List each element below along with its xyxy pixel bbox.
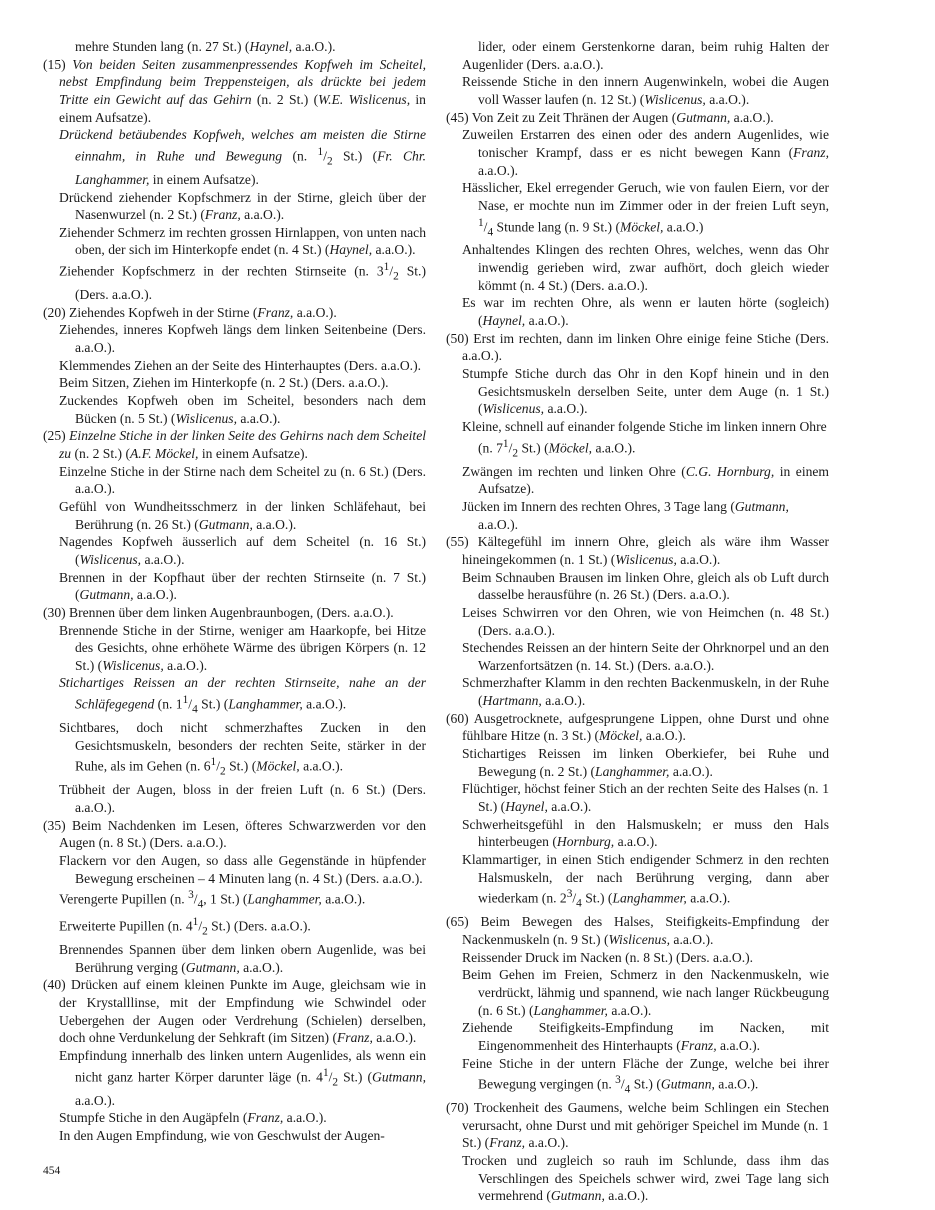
entry: Anhaltendes Klingen des rechten Ohres, welches, wenn das Ohr inwendig gerieben wird, zwar aufhört, doch gleich wieder kömmt (n. 4 St.) (Ders. a.a.O.). [462,242,829,293]
entry: Es war im rechten Ohre, als wenn er lauten hörte (sogleich) (Haynel, a.a.O.). [462,295,829,329]
entry: Schmerzhafter Klamm in den rechten Backenmuskeln, in der Ruhe (Hartmann, a.a.O.). [462,675,829,709]
entry: mehre Stunden lang (n. 27 St.) (Haynel, a.a.O.). [75,39,336,54]
entry: Sichtbares, doch nicht schmerzhaftes Zucken in den Gesichtsmuskeln, besonders der rechten Seite, stärker in der Ruhe, als im Gehen (n. $6^1/_2$ St.) (Möckel, a.a.O.). [59,720,426,778]
entry: Drückend betäubendes Kopfweh, welches am meisten die Stirne einnahm, in Ruhe und Bewegung (n. $^1/_2$ St.) (Fr. Chr. Langhammer, in einem Aufsatze). [59,127,426,187]
entry: Stechendes Reissen an der hintern Seite der Ohrknorpel und an den Warzenfortsätzen (n. 14. St.) (Ders. a.a.O.). [462,640,829,673]
entry: Trübheit der Augen, bloss in der freien Luft (n. 6 St.) (Ders. a.a.O.). [59,782,426,815]
entry: Stichartiges Reissen im linken Oberkiefer, bei Ruhe und Bewegung (n. 2 St.) (Langhammer, a.a.O.). [462,746,829,779]
entry: (15) Von beiden Seiten zusammenpressendes Kopfweh im Scheitel, nebst Empfindung beim Treppensteigen, als drückte bei jedem Tritte ein Gewicht auf das Gehirn (n. 2 St.) (W.E. Wislicenus, in einem Aufsatze). [43,56,427,125]
entry: (60) Ausgetrocknete, aufgesprungene Lippen, ohne Durst und ohne fühlbare Hitze (n. 3 St.) (Möckel, a.a.O.). [446,710,829,744]
entry: Nagendes Kopfweh äusserlich auf dem Scheitel (n. 16 St.) (Wislicenus, a.a.O.). [59,534,426,567]
entry: Ziehender Schmerz im rechten grossen Hirnlappen, von unten nach oben, der sich im Hinterkopfe endet (n. 4 St.) (Haynel, a.a.O.). [59,224,426,258]
entry: Klammartiger, in einen Stich endigender Schmerz in den rechten Halsmuskeln, der nach Berührung verging, dann aber wiederkam (n. $2^3/_4$ St.) (Langhammer, a.a.O.). [462,852,829,910]
entry: (55) Kältegefühl im innern Ohre, gleich als wäre ihm Wasser hineingekommen (n. 1 St.) (Wislicenus, a.a.O.). [446,534,829,567]
right-column [446,38,829,1205]
entry: (65) Beim Bewegen des Halses, Steifigkeits-Empfindung der Nackenmuskeln (n. 9 St.) (Wislicenus, a.a.O.). [446,914,829,947]
entry: Beim Sitzen, Ziehen im Hinterkopfe (n. 2 St.) (Ders. a.a.O.). [59,375,389,391]
entry: Beim Schnauben Brausen im linken Ohre, gleich als ob Luft durch dasselbe herausführe (n. 26 St.) (Ders. a.a.O.). [462,569,829,603]
entry: (20) Ziehendes Kopfweh in der Stirne (Franz, a.a.O.). [43,304,337,320]
entry: Klemmendes Ziehen an der Seite des Hinterhauptes (Ders. a.a.O.). [59,357,421,373]
entry: Zwängen im rechten und linken Ohre (C.G. Hornburg, in einem Aufsatze). [462,463,829,497]
entry: (35) Beim Nachdenken im Lesen, öfteres Schwarzwerden vor den Augen (n. 8 St.) (Ders. a.a.O.). [43,817,426,851]
entry: Feine Stiche in der untern Fläche der Zunge, welche bei ihrer Bewegung vergingen (n. $^3/_4$ St.) (Gutmann, a.a.O.). [462,1055,829,1096]
entry: Erweiterte Pupillen (n. $4^1/_2$ St.) (Ders. a.a.O.). [59,916,311,938]
entry: Zuweilen Erstarren des einen oder des andern Augenlides, wie tonischer Krampf, dass er es nicht bewegen Kann (Franz, a.a.O.). [462,127,829,178]
left-column [43,38,426,1144]
entry: Schwerheitsgefühl in den Halsmuskeln; er muss den Hals hinterbeugen (Hornburg, a.a.O.). [462,816,829,850]
entry: Zuckendes Kopfweh oben im Scheitel, besonders nach dem Bücken (n. 5 St.) (Wislicenus, a.a.O.). [59,392,426,426]
entry: Kleine, schnell auf einander folgende Stiche im linken innern Ohre (n. $7^1/_2$ St.) (Möckel, a.a.O.). [462,419,827,459]
entry: Verengerte Pupillen (n. $^3/_4$, 1 St.) (Langhammer, a.a.O.). [59,889,366,911]
entry: Flüchtiger, höchst feiner Stich an der rechten Seite des Halses (n. 1 St.) (Haynel, a.a.O.). [462,781,829,815]
entry: Ziehender Kopfschmerz in der rechten Stirnseite (n. $3^1/_2$ St.) (Ders. a.a.O.). [59,261,426,303]
entry: (25) Einzelne Stiche in der linken Seite des Gehirns nach dem Scheitel zu (n. 2 St.) (A.F. Möckel, in einem Aufsatze). [43,428,427,461]
entry: (45) Von Zeit zu Zeit Thränen der Augen (Gutmann, a.a.O.). [446,109,774,125]
entry: Leises Schwirren vor den Ohren, wie von Heimchen (n. 48 St.) (Ders. a.a.O.). [462,604,829,638]
entry: Hässlicher, Ekel erregender Geruch, wie von faulen Eiern, vor der Nase, er mochte nun im Zimmer oder in der freien Luft seyn, $^1/_4$ Stunde lang (n. 9 St.) (Möckel, a.a.O.) [462,180,829,238]
entry: Stumpfe Stiche in den Augäpfeln (Franz, a.a.O.). [59,1110,327,1126]
entry: Einzelne Stiche in der Stirne nach dem Scheitel zu (n. 6 St.) (Ders. a.a.O.). [59,463,426,497]
entry: (40) Drücken auf einem kleinen Punkte im Auge, gleichsam wie in der Krystalllinse, mit der Empfindung wie Schwindel oder Uebergehen der Augen oder Verdrehung (Schielen) derselben, doch ohne Verdunkelung der Sehkraft (im Sitzen) (Franz, a.a.O.). [43,977,426,1046]
entry: Ziehendes, inneres Kopfweh längs dem linken Seitenbeine (Ders. a.a.O.). [59,322,426,355]
entry: Brennende Stiche in der Stirne, weniger am Haarkopfe, bei Hitze des Gesichts, ohne erhöhete Wärme des übrigen Körpers (n. 12 St.) (Wislicenus, a.a.O.). [59,622,426,673]
entry: (70) Trockenheit des Gaumens, welche beim Schlingen ein Stechen verursacht, ohne Durst und mit gehöriger Speichel im Munde (n. 1 St.) (Franz, a.a.O.). [446,1100,829,1151]
entry: Stumpfe Stiche durch das Ohr in den Kopf hinein und in den Gesichtsmuskeln derselben Seite, unter dem Auge (n. 1 St.) (Wislicenus, a.a.O.). [462,366,829,417]
entry: Jücken im Innern des rechten Ohres, 3 Tage lang (Gutmann, a.a.O.). [462,498,789,532]
page-number: 454 [43,1165,61,1177]
entry: Drückend ziehender Kopfschmerz in der Stirne, gleich über der Nasenwurzel (n. 2 St.) (Franz, a.a.O.). [59,189,426,223]
entry: lider, oder einem Gerstenkorne daran, beim ruhig Halten der Augenlider (Ders. a.a.O.). [462,39,829,72]
entry: Reissender Druck im Nacken (n. 8 St.) (Ders. a.a.O.). [462,949,754,965]
entry: Stichartiges Reissen an der rechten Stirnseite, nahe an der Schläfegegend (n. $1^1/_4$ St.) (Langhammer, a.a.O.). [59,675,426,716]
entry: (30) Brennen über dem linken Augenbraunbogen, (Ders. a.a.O.). [43,604,394,620]
entry: Empfindung innerhalb des linken untern Augenlides, als wenn ein nicht ganz harter Körper darunter läge (n. $4^1/_2$ St.) (Gutmann, a.a.O.). [59,1047,426,1108]
entry: Reissende Stiche in den innern Augenwinkeln, wobei die Augen voll Wasser laufen (n. 12 St.) (Wislicenus, a.a.O.). [462,74,829,107]
entry: (50) Erst im rechten, dann im linken Ohre einige feine Stiche (Ders. a.a.O.). [446,330,829,364]
entry: Flackern vor den Augen, so dass alle Gegenstände in hüpfender Bewegung erscheinen – 4 Minuten lang (n. 4 St.) (Ders. a.a.O.). [59,852,426,886]
entry: Brennendes Spannen über dem linken obern Augenlide, was bei Berührung verging (Gutmann, a.a.O.). [59,942,426,975]
entry: In den Augen Empfindung, wie von Geschwulst der Augen- [59,1127,385,1143]
entry: Brennen in der Kopfhaut über der rechten Stirnseite (n. 7 St.) (Gutmann, a.a.O.). [59,569,426,603]
entry: Ziehende Steifigkeits-Empfindung im Nacken, mit Eingenommenheit des Hinterhaupts (Franz, a.a.O.). [462,1020,829,1053]
entry: Beim Gehen im Freien, Schmerz in den Nackenmuskeln, wie verdrückt, lähmig und spannend, wie nach langer Rückbeugung (n. 6 St.) (Langhammer, a.a.O.). [462,967,829,1018]
entry: Gefühl von Wundheitsschmerz in der linken Schläfehaut, bei Berührung (n. 26 St.) (Gutmann, a.a.O.). [59,498,426,532]
entry: Trocken und zugleich so rauh im Schlunde, dass ihm das Verschlingen des Speichels schwer wird, zwei Tage lang sich vermehrend (Gutmann, a.a.O.). [462,1153,829,1204]
